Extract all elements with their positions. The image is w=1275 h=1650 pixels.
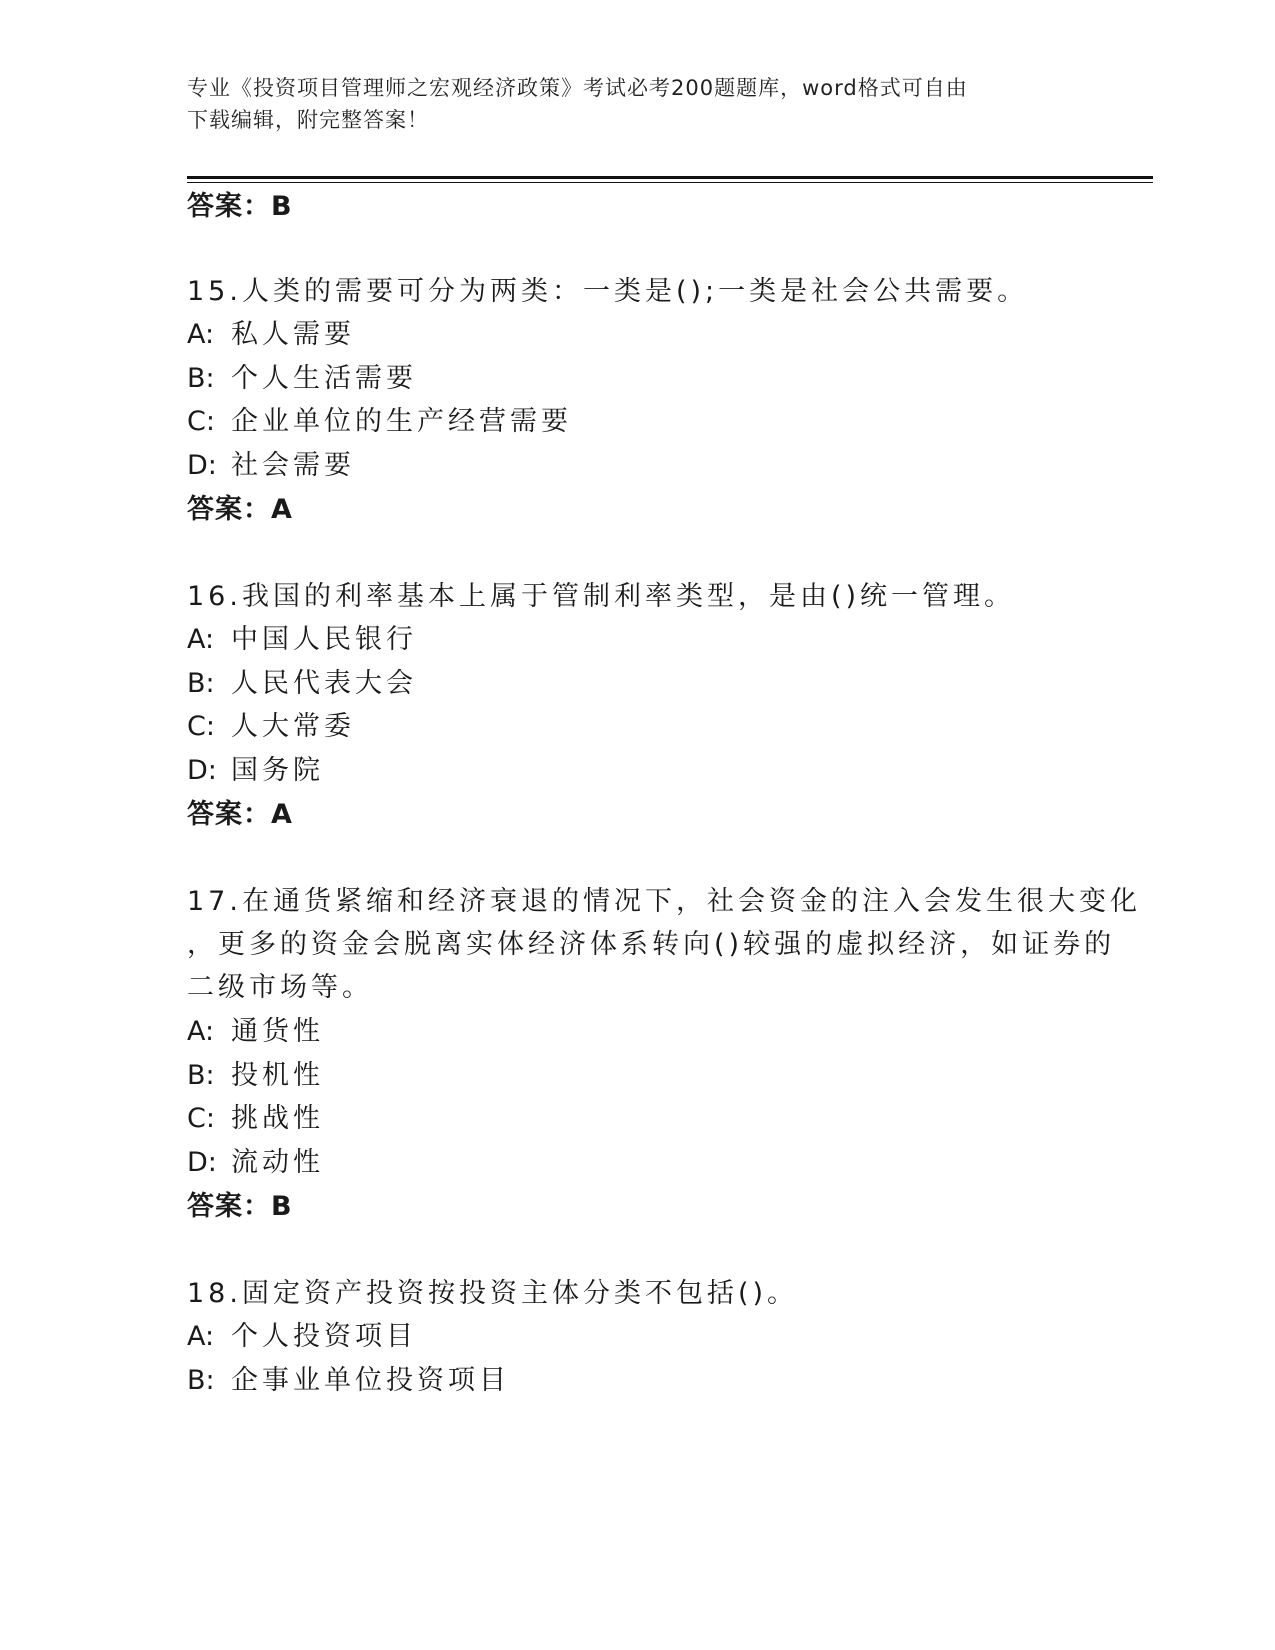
question-18-option-a xyxy=(187,1320,417,1354)
question-17-option-d xyxy=(187,1146,324,1180)
question-16-stem: 16.我国的利率基本上属于管制利率类型，是由()统一管理。 xyxy=(187,581,1016,612)
option-key: C: xyxy=(187,711,215,742)
option-key: D: xyxy=(187,1147,217,1178)
option-key: A: xyxy=(187,1016,215,1047)
header-divider-thick xyxy=(187,176,1153,179)
option-key: D: xyxy=(187,755,217,786)
option-key: B: xyxy=(187,1060,215,1091)
question-16-option-d xyxy=(187,754,324,788)
option-text: 挑战性 xyxy=(231,1103,324,1134)
question-16-answer: 答案：A xyxy=(187,799,293,830)
option-key: D: xyxy=(187,450,217,481)
option-text: 人民代表大会 xyxy=(231,668,417,699)
question-16-option-a xyxy=(187,623,417,657)
option-key: B: xyxy=(187,1365,215,1396)
question-17-stem-line-3: 二级市场等。 xyxy=(187,972,373,1003)
question-16-option-c xyxy=(187,710,355,744)
option-key: C: xyxy=(187,406,215,437)
document-header xyxy=(187,72,1077,136)
option-text: 个人投资项目 xyxy=(231,1321,417,1352)
header-line-2: 下载编辑，附完整答案！ xyxy=(187,108,429,132)
option-key: B: xyxy=(187,668,215,699)
option-text: 私人需要 xyxy=(231,319,355,350)
option-text: 个人生活需要 xyxy=(231,363,417,394)
header-divider-thin xyxy=(187,182,1153,183)
question-17-stem-line-2: ，更多的资金会脱离实体经济体系转向()较强的虚拟经济，如证券的 xyxy=(187,929,1116,960)
option-key: B: xyxy=(187,363,215,394)
option-text: 投机性 xyxy=(231,1060,324,1091)
option-text: 企事业单位投资项目 xyxy=(231,1365,510,1396)
question-15-option-d xyxy=(187,449,355,483)
option-key: A: xyxy=(187,624,215,655)
option-text: 中国人民银行 xyxy=(231,624,417,655)
question-17-option-c xyxy=(187,1102,324,1136)
question-15-option-b xyxy=(187,362,417,396)
question-15-option-c xyxy=(187,405,572,439)
option-text: 国务院 xyxy=(231,755,324,786)
question-17-option-b xyxy=(187,1059,324,1093)
previous-answer: 答案：B xyxy=(187,191,293,222)
option-key: C: xyxy=(187,1103,215,1134)
question-17-answer: 答案：B xyxy=(187,1191,293,1222)
question-17-option-a xyxy=(187,1015,324,1049)
question-15-stem: 15.人类的需要可分为两类：一类是();一类是社会公共需要。 xyxy=(187,276,1029,307)
option-text: 人大常委 xyxy=(231,711,355,742)
option-key: A: xyxy=(187,1321,215,1352)
option-text: 企业单位的生产经营需要 xyxy=(231,406,572,437)
option-text: 流动性 xyxy=(231,1147,324,1178)
option-text: 社会需要 xyxy=(231,450,355,481)
option-text: 通货性 xyxy=(231,1016,324,1047)
header-line-1: 专业《投资项目管理师之宏观经济政策》考试必考200题题库，word格式可自由 xyxy=(187,76,968,100)
question-15-answer: 答案：A xyxy=(187,494,293,525)
option-key: A: xyxy=(187,319,215,350)
question-18-option-b xyxy=(187,1364,510,1398)
question-15-option-a xyxy=(187,318,355,352)
question-16-option-b xyxy=(187,667,417,701)
question-17-stem-line-1: 17.在通货紧缩和经济衰退的情况下，社会资金的注入会发生很大变化 xyxy=(187,886,1141,917)
question-18-stem: 18.固定资产投资按投资主体分类不包括()。 xyxy=(187,1278,799,1309)
